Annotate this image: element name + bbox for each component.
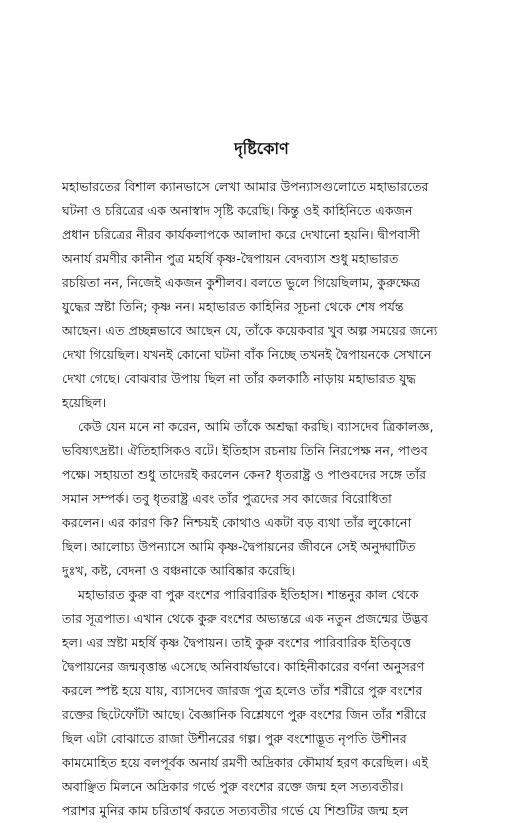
text-line: ছিল। আলোচ্য উপন্যাসে আমি কৃষ্ণ-দ্বৈপায়নের জীবনে সেই অনুদ্ঘাটিত [62,539,416,554]
text-line: হয়েছিল। [62,395,107,410]
text-line: রক্তের ছিটেফোঁটা আছে। বৈজ্ঞানিক বিশ্লেষণে পুরু বংশের জিন তাঁর শরীরে [62,707,427,722]
text-line: প্রধান চরিত্রের নীরব কার্যকলাপকে আলাদা করে দেখানো হয়নি। দ্বীপবাসী [62,227,420,242]
text-line: কামমোহিত হয়ে বলপূর্বক অনার্য রমণী অদ্রিকার কৌমার্য হরণ করেছিল। এই [62,755,429,770]
text-line: অনার্য রমণীর কানীন পুত্র মহর্ষি কৃষ্ণ-দ্বৈপায়ন বেদব্যাস শুধু মহাভারত [62,251,399,266]
text-line: অবাঞ্ছিত মিলনে অদ্রিকার গর্ভে পুরু বংশের রক্তে জন্ম হল সত্যবতীর। [62,779,404,794]
text-line: যুদ্ধের স্রষ্টা তিনি; কৃষ্ণ নন। মহাভারত কাহিনির সূচনা থেকে শেষ পর্যন্ত [62,299,404,314]
text-line: দেখা গেছে। বোঝবার উপায় ছিল না তাঁর কলকাঠি নাড়ায় মহাভারত যুদ্ধ [62,371,416,386]
body-text [62,175,490,823]
text-line: ভবিষ্যৎদ্রষ্টা। ঐতিহাসিকও বটে। ইতিহাস রচনায় তিনি নিরপেক্ষ নন, পাণ্ডব [62,443,428,458]
text-line: রচয়িতা নন, নিজেই একজন কুশীলব। বলতে ভুলে গিয়েছিলাম, কুরুক্ষেত্র [62,275,421,290]
text-line: দেখা গিয়েছিল। যখনই কোনো ঘটনা বাঁক নিচ্ছে তখনই দ্বৈপায়নকে সেখানে [62,347,432,362]
text-line: মহাভারতের বিশাল ক্যানভাসে লেখা আমার উপন্যাসগুলোতে মহাভারতের [62,179,429,194]
text-line: ছিল এটা বোঝাতে রাজা উশীনরের গল্প। পুরু বংশোদ্ভূত নৃপতি উশীনর [62,731,407,746]
text-line: করলেন। এর কারণ কি? নিশ্চয়ই কোথাও একটা বড় ব্যথা তাঁর লুকোনো [62,515,412,530]
text-line: সমান সম্পর্ক। তবু ধৃতরাষ্ট্র এবং তাঁর পুত্রদের সব কাজের বিরোধিতা [62,491,392,506]
text-line: হল। এর স্রষ্টা মহর্ষি কৃষ্ণ দ্বৈপায়ন। তাই কুরু বংশের পারিবারিক ইতিবৃত্তে [62,635,412,650]
paragraph-start-line: কেউ যেন মনে না করেন, আমি তাঁকে অশ্রদ্ধা করছি। ব্যাসদেব ত্রিকালজ্ঞ, [78,419,434,434]
chapter-title: দৃষ্টিকোণ [234,139,289,158]
text-line: তার সূত্রপাত। এখান থেকে কুরু বংশের অভ্যন্তরে এক নতুন প্রজন্মের উদ্ভব [62,611,429,626]
text-line: দ্বৈপায়নের জন্মবৃত্তান্ত এসেছে অনিবার্যভাবে। কাহিনীকারের বর্ণনা অনুসরণ [62,659,425,674]
text-line: পক্ষে। সহায়তা শুধু তাদেরই করলেন কেন? ধৃতরাষ্ট্র ও পাণ্ডবদের সঙ্গে তাঁর [62,467,427,482]
text-line: করলে স্পষ্ট হয়ে যায়, ব্যাসদেব জারজ পুত্র হলেও তাঁর শরীরে পুরু বংশের [62,683,423,698]
paragraph-start-line: মহাভারত কুরু বা পুরু বংশের পারিবারিক ইতিহাস। শান্তনুর কাল থেকে [78,587,419,602]
text-line: দুঃখ, কষ্ট, বেদনা ও বঞ্চনাকে আবিষ্কার করেছি। [62,563,296,578]
text-line: পরাশর মুনির কাম চরিতার্থ করতে সত্যবতীর গর্ভে যে শিশুটির জন্ম হল [62,803,409,818]
text-line: ঘটনা ও চরিত্রের এক অনাস্বাদ সৃষ্টি করেছি। কিন্তু ওই কাহিনিতে একজন [62,203,413,218]
text-line: আছেন। এত প্রচ্ছন্নভাবে আছেন যে, তাঁকে কয়েকবার খুব অল্প সময়ের জন্যে [62,323,438,338]
